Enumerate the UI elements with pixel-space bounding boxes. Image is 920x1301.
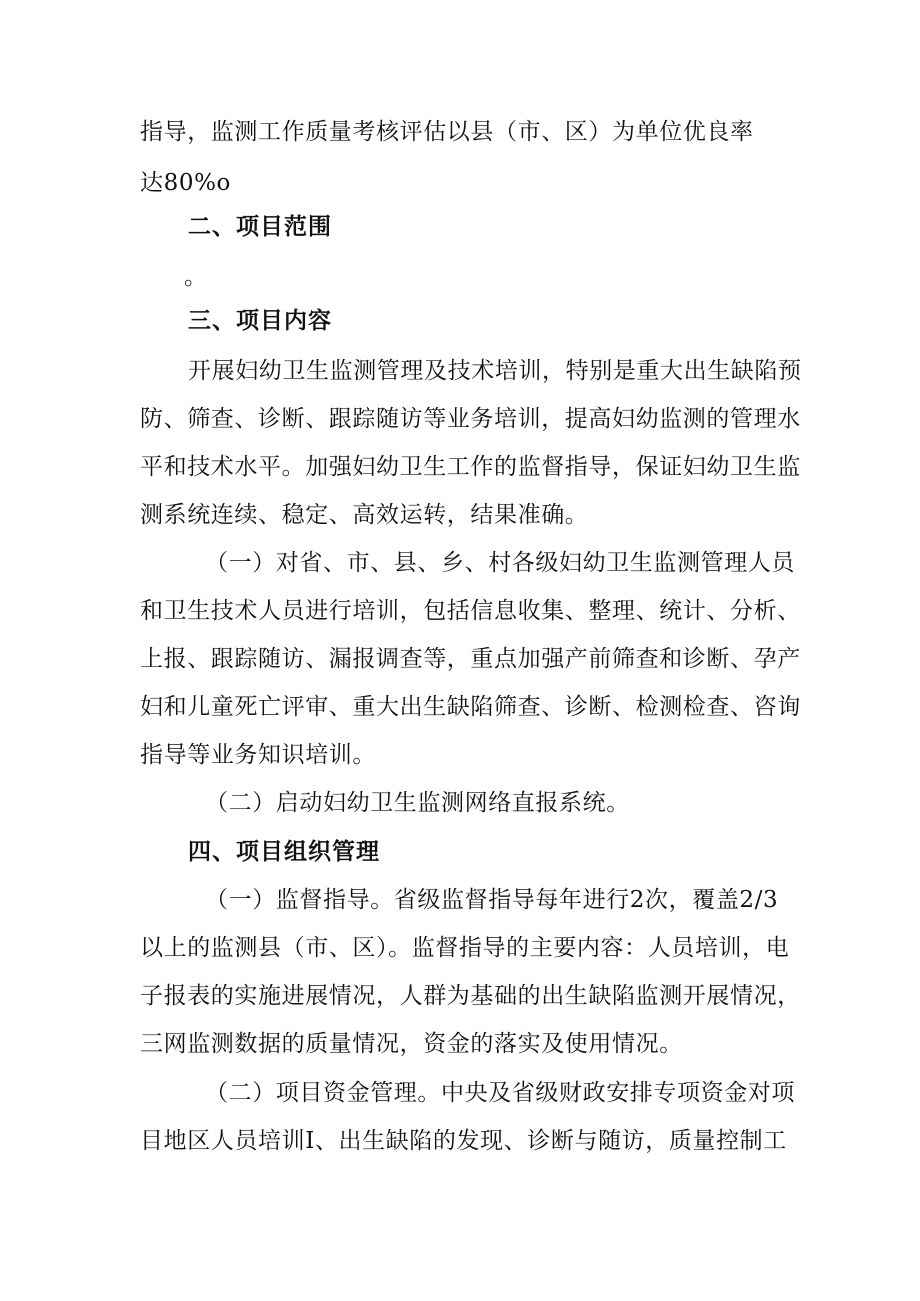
text-line-17: （一）监督指导。省级监督指导每年进行2次，覆盖2/3 [205,887,779,913]
text-line-1: 指导，监测工作质量考核评估以县（市、区）为单位优良率 [140,119,754,145]
text-line-15: （二）启动妇幼卫生监测网络直报系统。 [205,790,630,816]
text-line-2: 达80%o [140,170,231,196]
section-heading-management: 四、项目组织管理 [188,839,380,865]
text-line-13: 妇和儿童死亡评审、重大出生缺陷筛查、诊断、检测检查、咨询 [140,694,801,720]
text-line-7: 防、筛查、诊断、跟踪随访等业务培训，提高妇幼监测的管理水 [140,406,801,432]
text-line-11: 和卫生技术人员进行培训，包括信息收集、整理、统计、分析、 [140,598,801,624]
text-line-scope: 。 [184,264,208,290]
text-line-9: 测系统连续、稳定、高效运转，结果准确。 [140,502,589,528]
text-line-18: 以上的监测县（市、区）。监督指导的主要内容：人员培训，电 [140,935,790,961]
text-line-19: 子报表的实施进展情况，人群为基础的出生缺陷监测开展情况， [140,983,801,1009]
text-line-14: 指导等业务知识培训。 [140,742,376,768]
text-line-22: 目地区人员培训I、出生缺陷的发现、诊断与随访，质量控制工 [140,1128,787,1154]
section-heading-content: 三、项目内容 [188,308,332,334]
section-heading-scope: 二、项目范围 [188,214,332,240]
text-line-8: 平和技术水平。加强妇幼卫生工作的监督指导，保证妇幼卫生监 [140,454,801,480]
text-line-10: （一）对省、市、县、乡、村各级妇幼卫生监测管理人员 [205,550,795,576]
text-line-12: 上报、跟踪随访、漏报调查等，重点加强产前筛查和诊断、孕产 [140,646,801,672]
text-line-6: 开展妇幼卫生监测管理及技术培训，特别是重大出生缺陷预 [188,358,802,384]
text-line-21: （二）项目资金管理。中央及省级财政安排专项资金对项 [205,1080,795,1106]
text-line-20: 三网监测数据的质量情况，资金的落实及使用情况。 [140,1031,683,1057]
